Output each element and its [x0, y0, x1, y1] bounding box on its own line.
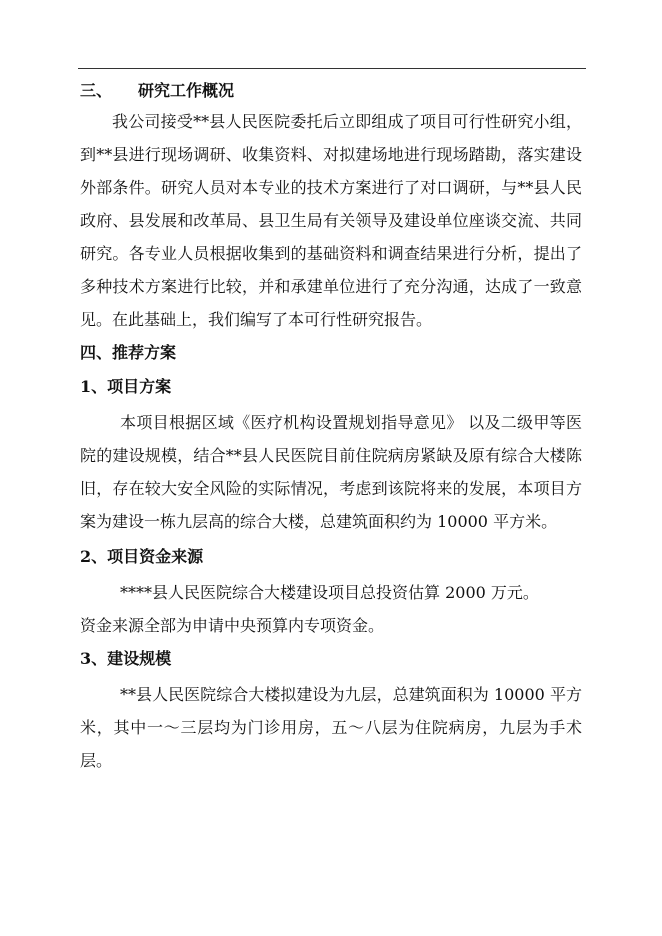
subsection-2-heading: 2、项目资金来源: [80, 547, 204, 566]
document-body: [80, 76, 582, 777]
section-3-heading: [80, 76, 582, 105]
header-rule: [78, 68, 586, 69]
section-3-paragraph: 我公司接受**县人民医院委托后立即组成了项目可行性研究小组，到**县进行现场调研、收集资料、对拟建场地进行现场踏勘，落实建设外部条件。研究人员对本专业的技术方案进行了对口调研，与**县人民政府、县发展和改革局、县卫生局有关领导及建设单位座谈交流、共同研究。各专业人员根据收集到的基础资料和调查结果进行分析，提出了多种技术方案进行比较，并和承建单位进行了充分沟通，达成了一致意见。在此基础上，我们编写了本可行性研究报告。: [80, 112, 582, 329]
section-4-heading: 四、推荐方案: [80, 343, 177, 362]
subsection-1-heading: 1、项目方案: [80, 377, 172, 396]
section-3-number: 三、: [80, 81, 113, 100]
subsection-2-paragraph-2: 资金来源全部为申请中央预算内专项资金。: [80, 616, 385, 635]
subsection-1-paragraph: 本项目根据区域《医疗机构设置规划指导意见》 以及二级甲等医院的建设规模，结合**县人民医院目前住院病房紧缺及原有综合大楼陈旧，存在较大安全风险的实际情况，考虑到该院将来的发展，本项目方案为建设一栋九层高的综合大楼，总建筑面积约为 10000 平方米。: [80, 413, 582, 531]
subsection-3-heading: 3、建设规模: [80, 649, 172, 668]
subsection-2-paragraph-1: ****县人民医院综合大楼建设项目总投资估算 2000 万元。: [120, 583, 539, 602]
section-3-title: 研究工作概况: [138, 81, 235, 100]
subsection-3-paragraph: **县人民医院综合大楼拟建设为九层，总建筑面积为 10000 平方米，其中一～三层均为门诊用房，五～八层为住院病房，九层为手术层。: [80, 685, 582, 770]
